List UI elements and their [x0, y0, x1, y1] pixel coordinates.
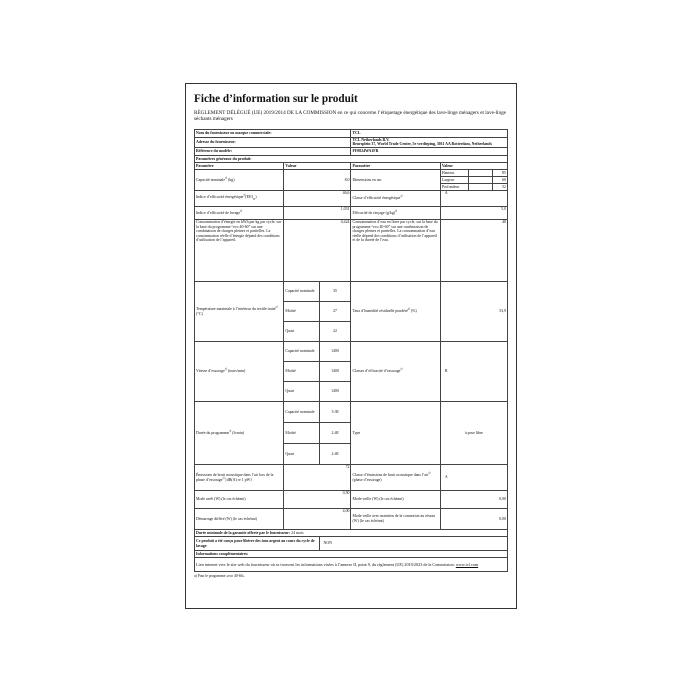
sheet-title: Fiche d’information sur le produit: [194, 93, 358, 105]
capacity-value: 8,0: [284, 170, 351, 191]
header-value-2: Valeur: [440, 163, 507, 170]
rinsing-value: 5,0: [440, 207, 507, 220]
supplier-name-label: Nom du fournisseur ou marque commerciale:: [195, 129, 351, 137]
header-value: Valeur: [284, 163, 351, 170]
capacity-label: Capacité nominale$^{a)}$ (kg): [195, 170, 284, 191]
delay-start-label: Démarrage différé (W) (le cas échéant): [195, 509, 284, 530]
header-param: Paramètre: [195, 163, 284, 170]
networked-standby-label: Mode veille avec maintien de la connexion au réseau (W) (le cas échéant): [351, 509, 440, 530]
temp-load-full: Capacité nominale: [284, 282, 319, 302]
supplier-address-line2: Beursplein 37, World Trade Center, 5e verdieping, 3011 AA Rotterdam, Netherlands: [352, 142, 492, 147]
footnote: a) Pour le programme «eco 40-60».: [194, 574, 246, 578]
width-label: Largeur: [440, 177, 468, 184]
spin-class-value: B: [440, 342, 507, 402]
eei-label: Indice d’efficacité $énergétique^{a)}(EEI_W)$: [195, 191, 284, 207]
spin-load-half: Moitié: [284, 362, 319, 382]
spin-load-quarter: Quart: [284, 382, 319, 402]
temp-load-half: Moitié: [284, 302, 319, 322]
temp-value-half: 27: [319, 302, 351, 322]
depth-label: Profondeur: [440, 184, 468, 191]
guarantee-label: Durée minimale de la garantie offerte par le fournisseur:: [196, 530, 291, 535]
supplier-website-link[interactable]: www.tcl.com: [455, 561, 479, 567]
rinsing-label: Efficacité de rinçage $(g/kg)^{a)}$: [351, 207, 440, 220]
duration-load-half: Moitié: [284, 423, 319, 444]
noise-value: 72: [284, 465, 351, 491]
supplier-address-line1: TCL Netherlands B.V.: [352, 137, 390, 142]
regulation-text: RÈGLEMENT DÉLÉGUÉ (UE) 2019/2014 DE LA COMMISSION en ce qui concerne l’étiquetage énergétique des lave-linge ménagers et lave-linge séchants ménagers: [194, 110, 506, 123]
standby-mode-label: Mode veille (W) (le cas échéant): [351, 491, 440, 509]
noise-class-value: A: [440, 465, 507, 491]
eei-value: 46,6: [284, 191, 351, 207]
spin-value-half: 1400: [319, 362, 351, 382]
guarantee-row: [195, 530, 508, 537]
standby-mode-value: 0,00: [440, 491, 507, 509]
product-information-sheet: [185, 83, 517, 609]
humidity-value: 53,9: [440, 282, 507, 342]
height-label: Hauteur: [440, 170, 468, 177]
humidity-label: Taux d’humidité résiduelle pondéré$^{a)}$ (%): [351, 282, 440, 342]
duration-load-full: Capacité nominale: [284, 402, 319, 423]
spin-load-full: Capacité nominale: [284, 342, 319, 362]
duration-value-full: 3:38: [319, 402, 351, 423]
spin-class-label: Classes d’efficacité d’essorage$^{a)}$: [351, 342, 440, 402]
dimensions-label: Dimensions en cm: [351, 170, 440, 191]
model-label: Référence du modèle:: [195, 148, 351, 156]
off-mode-value: 0,50: [284, 491, 351, 509]
networked-standby-value: 0,00: [440, 509, 507, 530]
spin-value-quarter: 1400: [319, 382, 351, 402]
energy-consumption-label: Consommation d’énergie en kWh par kg par cycle, sur la base du programme “eco 40-60” sur une combinaison de charges pleines et partielles. La consommation réelle d’énergie dépend des conditions d’utilisation de l’appareil.: [195, 220, 284, 282]
off-mode-label: Mode arrêt (W) (le cas échéant): [195, 491, 284, 509]
duration-label: Durée du programme$^{a)}$ (h:min): [195, 402, 284, 465]
water-consumption-label: Consommation d’eau en litres par cycle, sur la base du programme “eco 40-60” sur une combinaison de charges pleines et partielles. La consommation d’eau réelle dépend des conditions d’utilisation de l’appareil et de la dureté de l’eau.: [351, 220, 440, 282]
type-label: Type: [351, 402, 440, 465]
silver-ions-value: NON: [319, 537, 507, 551]
temp-value-full: 35: [319, 282, 351, 302]
silver-ions-label: Ce produit a été conçu pour libérer des ions argent au cours du cycle de lavage: [195, 537, 320, 551]
duration-value-quarter: 2:48: [319, 444, 351, 465]
washing-index-value: 1,031: [284, 207, 351, 220]
duration-value-half: 2:48: [319, 423, 351, 444]
guarantee-value: 24 mois: [291, 530, 304, 535]
noise-class-label: Classe d’émissions de bruit acoustique dans l’air$^{a)}$ (phase d’essorage): [351, 465, 440, 491]
spin-speed-label: Vitesse d’essorage$^{a)}$ (tours/min): [195, 342, 284, 402]
header-param-2: Paramètre: [351, 163, 440, 170]
depth-value: 52: [493, 184, 508, 191]
supplier-address-value: [351, 137, 508, 147]
delay-start-value: 4,00: [284, 509, 351, 530]
supplier-address-label: Adresse du fournisseur:: [195, 137, 351, 147]
additional-info-label: Informations complémentaires:: [195, 551, 508, 558]
supplier-name-value: TCL: [351, 129, 508, 137]
water-consumption-value: 48: [440, 220, 507, 282]
width-value: 60: [493, 177, 508, 184]
temp-value-quarter: 22: [319, 322, 351, 342]
energy-consumption-value: 0,424: [284, 220, 351, 282]
energy-class-label: Classe d’efficacité énergétique$^{a)}$: [351, 191, 440, 207]
spin-value-full: 1400: [319, 342, 351, 362]
additional-info-text: Lien internet vers le site web du fournisseur où se trouvent les informations visées à l’annexe II, point 9, du règlement (UE) 2019/2023 de la Commission: www.tcl.com: [195, 558, 508, 572]
washing-index-label: Indice d’efficacité de lavage$^{a)}$: [195, 207, 284, 220]
temp-load-quarter: Quart: [284, 322, 319, 342]
info-table: [194, 129, 508, 572]
height-value: 85: [493, 170, 508, 177]
noise-label: Émissions de bruit acoustique dans l’air lors de la phase d’essorage$^{a)}$ [dB(A) re 1 pW]: [195, 465, 284, 491]
general-params-label: Paramètres généraux du produit:: [195, 156, 508, 163]
duration-load-quarter: Quart: [284, 444, 319, 465]
energy-class-value: A: [440, 191, 507, 207]
model-value: FF0824WA1FR: [351, 148, 508, 156]
temperature-label: Température maximale à l’intérieur du textile traité$^{a)}$ (°C): [195, 282, 284, 342]
type-value: à pose libre: [440, 402, 507, 465]
